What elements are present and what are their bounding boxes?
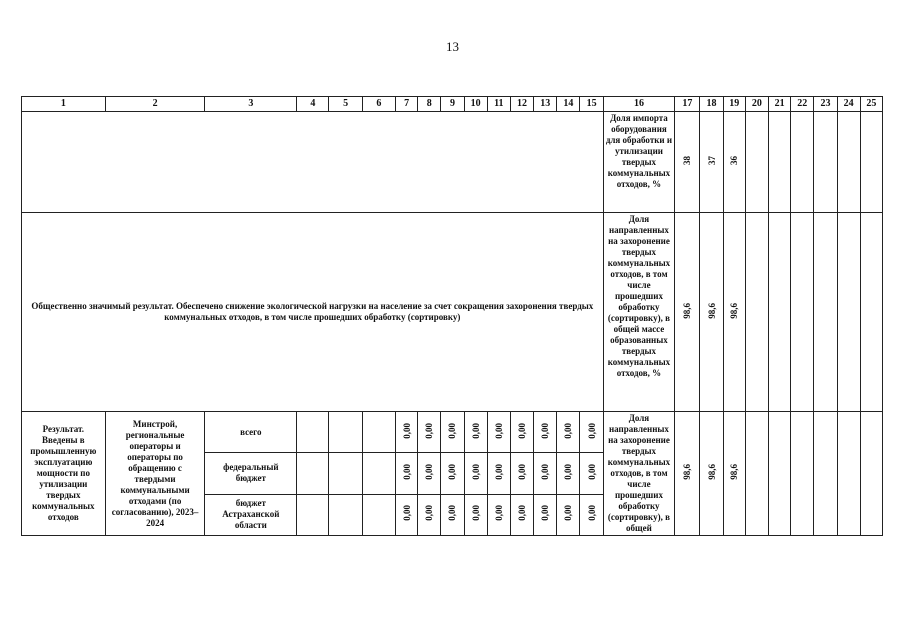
col-header: 17 xyxy=(675,97,700,112)
empty-cell xyxy=(791,213,814,412)
col-header: 14 xyxy=(557,97,580,112)
empty-cell xyxy=(745,213,768,412)
col-header: 16 xyxy=(603,97,675,112)
amount-text: 0,00 xyxy=(470,422,481,439)
indicator-cell: Доля направленных на захоронение твердых коммунальных отходов, в том числе прошедших обработку (сортировку), в общей массе образованных твердых коммунальных отходов, % xyxy=(603,213,675,412)
empty-cell xyxy=(362,453,395,494)
program-table xyxy=(21,96,883,536)
amount-text: 0,00 xyxy=(493,422,504,439)
amount-cell xyxy=(464,453,487,494)
empty-merged-cell xyxy=(22,112,604,213)
empty-cell xyxy=(745,412,768,536)
value-cell xyxy=(723,112,745,213)
empty-cell xyxy=(860,412,882,536)
col-header: 3 xyxy=(205,97,297,112)
value-cell xyxy=(700,412,723,536)
amount-cell xyxy=(441,412,464,453)
funding-source: бюджет Астраханской области xyxy=(205,494,297,535)
amount-text: 0,00 xyxy=(424,464,435,480)
col-header: 18 xyxy=(700,97,723,112)
amount-cell xyxy=(534,412,557,453)
amount-text: 0,00 xyxy=(540,464,551,480)
col-header: 15 xyxy=(580,97,603,112)
amount-cell xyxy=(395,453,417,494)
col-header: 12 xyxy=(510,97,533,112)
value-cell xyxy=(700,213,723,412)
empty-cell xyxy=(860,112,882,213)
amount-cell xyxy=(441,494,464,535)
empty-cell xyxy=(814,412,837,536)
amount-text: 0,00 xyxy=(447,505,458,522)
amount-text: 0,00 xyxy=(586,422,597,439)
col-header: 13 xyxy=(534,97,557,112)
amount-cell xyxy=(441,453,464,494)
empty-cell xyxy=(745,112,768,213)
empty-cell xyxy=(791,112,814,213)
col-header: 7 xyxy=(395,97,417,112)
col-header: 8 xyxy=(418,97,441,112)
amount-text: 0,00 xyxy=(563,422,574,439)
source-row-total xyxy=(22,412,883,453)
value-text: 36 xyxy=(729,156,740,165)
amount-cell xyxy=(580,453,603,494)
empty-cell xyxy=(814,112,837,213)
amount-text: 0,00 xyxy=(586,464,597,480)
executor-text: Минстрой, региональные операторы и операторы по обращению с твердыми коммунальными отходами (по согласованию), 2023–2024 xyxy=(105,412,205,536)
value-text: 98,6 xyxy=(682,302,693,319)
amount-cell xyxy=(510,453,533,494)
col-header: 23 xyxy=(814,97,837,112)
amount-cell xyxy=(464,494,487,535)
empty-cell xyxy=(768,213,790,412)
amount-cell xyxy=(510,494,533,535)
amount-text: 0,00 xyxy=(470,505,481,522)
col-header: 25 xyxy=(860,97,882,112)
col-header: 4 xyxy=(297,97,329,112)
value-text: 98,6 xyxy=(706,464,717,480)
amount-text: 0,00 xyxy=(493,505,504,522)
page-number: 13 xyxy=(446,39,459,54)
empty-cell xyxy=(791,412,814,536)
result-text: Общественно значимый результат. Обеспечено снижение экологической нагрузки на население за счет сокращения захоронения твердых коммунальных отходов, в том числе прошедших обработку (сортировку) xyxy=(22,213,604,412)
value-text: 38 xyxy=(682,156,693,165)
funding-source: федеральный бюджет xyxy=(205,453,297,494)
empty-cell xyxy=(837,412,860,536)
amount-cell xyxy=(580,412,603,453)
col-header: 6 xyxy=(362,97,395,112)
value-cell xyxy=(675,412,700,536)
amount-cell xyxy=(487,494,510,535)
amount-text: 0,00 xyxy=(493,464,504,480)
col-header: 19 xyxy=(723,97,745,112)
amount-cell xyxy=(557,412,580,453)
col-header: 2 xyxy=(105,97,205,112)
amount-text: 0,00 xyxy=(517,422,527,439)
amount-cell xyxy=(487,412,510,453)
amount-cell xyxy=(418,494,441,535)
amount-text: 0,00 xyxy=(447,464,458,480)
amount-text: 0,00 xyxy=(424,422,435,439)
result-row xyxy=(22,213,883,412)
col-header: 1 xyxy=(22,97,106,112)
amount-text: 0,00 xyxy=(470,464,481,480)
amount-text: 0,00 xyxy=(447,422,458,439)
empty-cell xyxy=(814,213,837,412)
amount-cell xyxy=(557,494,580,535)
amount-text: 0,00 xyxy=(563,464,574,480)
empty-cell xyxy=(329,412,362,453)
amount-cell xyxy=(487,453,510,494)
value-text: 98,6 xyxy=(682,464,693,480)
amount-text: 0,00 xyxy=(563,505,574,522)
amount-cell xyxy=(418,453,441,494)
empty-cell xyxy=(837,112,860,213)
amount-text: 0,00 xyxy=(401,464,412,480)
empty-cell xyxy=(329,494,362,535)
empty-cell xyxy=(860,213,882,412)
value-cell xyxy=(723,213,745,412)
value-text: 98,6 xyxy=(706,302,717,319)
amount-cell xyxy=(418,412,441,453)
amount-text: 0,00 xyxy=(517,464,527,480)
col-header: 10 xyxy=(464,97,487,112)
import-row xyxy=(22,112,883,213)
amount-text: 0,00 xyxy=(586,505,597,522)
amount-cell xyxy=(510,412,533,453)
empty-cell xyxy=(837,213,860,412)
empty-cell xyxy=(768,112,790,213)
col-header: 9 xyxy=(441,97,464,112)
col-header: 11 xyxy=(487,97,510,112)
empty-cell xyxy=(768,412,790,536)
header-row xyxy=(22,97,883,112)
empty-cell xyxy=(362,412,395,453)
amount-cell xyxy=(534,494,557,535)
amount-text: 0,00 xyxy=(517,505,527,522)
value-cell xyxy=(675,112,700,213)
capacity-result-text: Результат. Введены в промышленную эксплуатацию мощности по утилизации твердых коммунальных отходов xyxy=(22,412,106,536)
amount-text: 0,00 xyxy=(540,422,551,439)
col-header: 5 xyxy=(329,97,362,112)
col-header: 21 xyxy=(768,97,790,112)
amount-cell xyxy=(395,412,417,453)
value-cell xyxy=(675,213,700,412)
amount-cell xyxy=(580,494,603,535)
empty-cell xyxy=(329,453,362,494)
indicator-cell: Доля импорта оборудования для обработки и утилизации твердых коммунальных отходов, % xyxy=(603,112,675,213)
empty-cell xyxy=(297,412,329,453)
amount-text: 0,00 xyxy=(540,505,551,522)
funding-source: всего xyxy=(205,412,297,453)
indicator-cell: Доля направленных на захоронение твердых коммунальных отходов, в том числе прошедших обработку (сортировку), в общей xyxy=(603,412,675,536)
empty-cell xyxy=(362,494,395,535)
value-cell xyxy=(723,412,745,536)
amount-text: 0,00 xyxy=(424,505,435,522)
value-cell xyxy=(700,112,723,213)
col-header: 24 xyxy=(837,97,860,112)
value-text: 98,6 xyxy=(729,464,740,480)
col-header: 22 xyxy=(791,97,814,112)
amount-text: 0,00 xyxy=(401,505,412,522)
value-text: 37 xyxy=(706,156,717,165)
value-text: 98,6 xyxy=(729,302,740,319)
amount-text: 0,00 xyxy=(401,422,412,439)
amount-cell xyxy=(395,494,417,535)
amount-cell xyxy=(464,412,487,453)
empty-cell xyxy=(297,494,329,535)
amount-cell xyxy=(557,453,580,494)
col-header: 20 xyxy=(745,97,768,112)
empty-cell xyxy=(297,453,329,494)
amount-cell xyxy=(534,453,557,494)
